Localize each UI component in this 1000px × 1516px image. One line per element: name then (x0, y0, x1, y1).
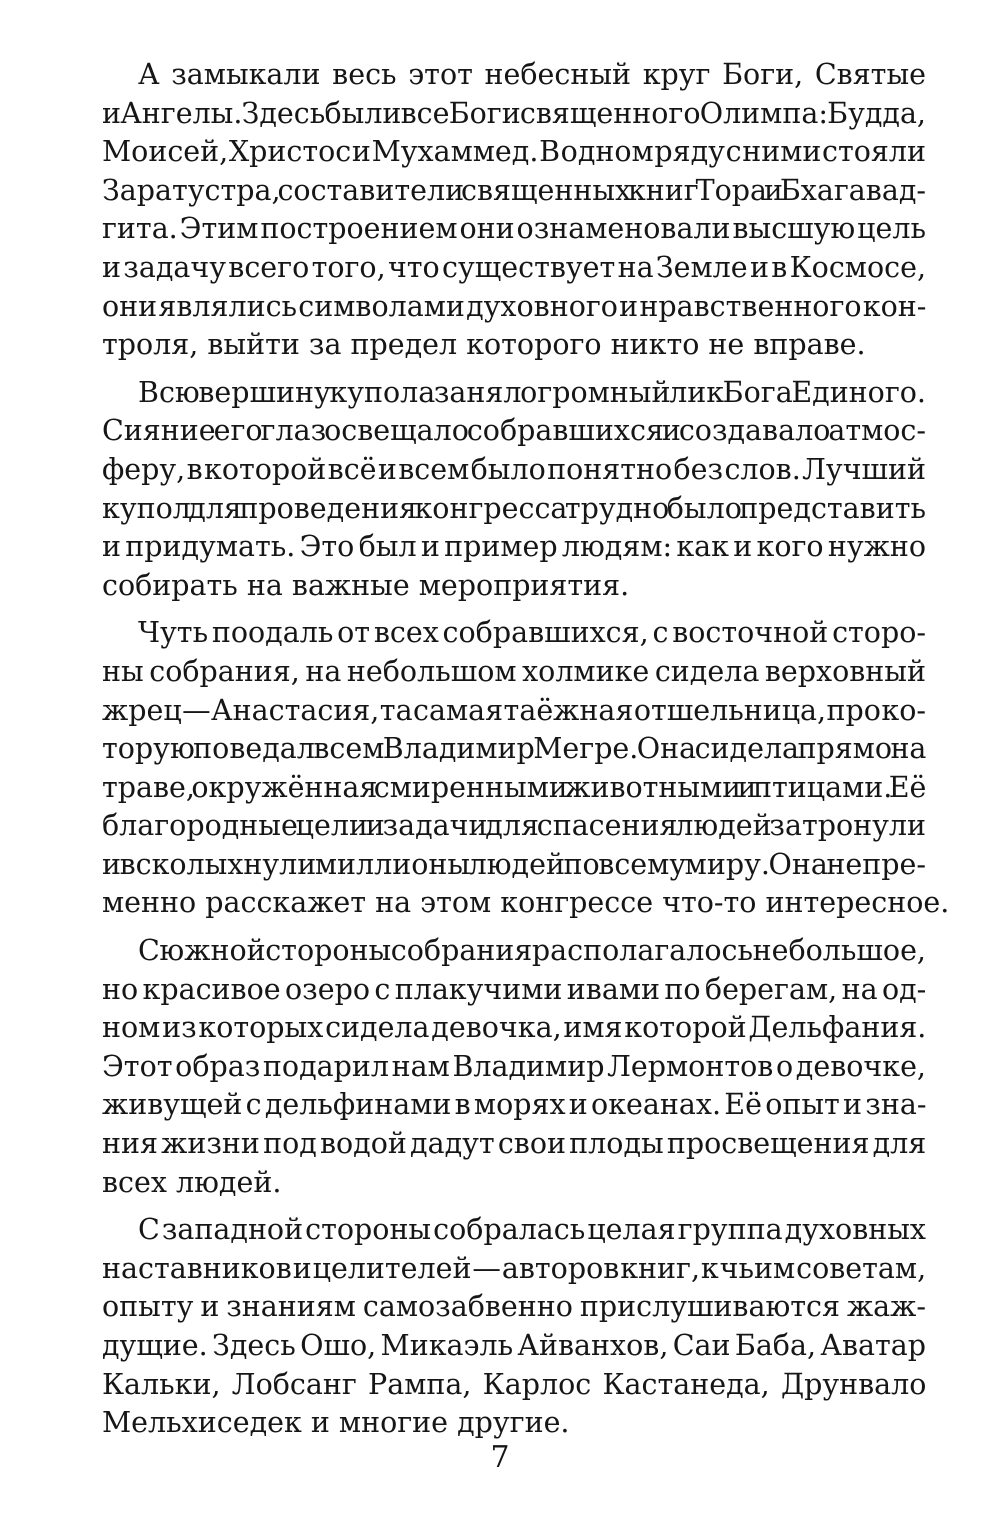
paragraph-4 (66, 932, 926, 1202)
text-line: Кальки, Лобсанг Рампа, Карлос Кастанеда, Друнвало (102, 1367, 927, 1401)
text-line: живущей с дельфинами в морях и океанах. Её опыт и зна- (102, 1088, 927, 1122)
text-line: и придумать. Это был и пример людям: как и кого нужно (102, 530, 926, 564)
page-number: 7 (490, 1440, 510, 1475)
text-line: ны собрания, на небольшом холмике сидела верховный (102, 654, 926, 688)
page-body (66, 56, 950, 1452)
text-line: и всколыхнули миллионы людей по всему миру. Она непре- (102, 847, 926, 881)
paragraph-3 (66, 614, 950, 923)
text-line: Моисей, Христос и Мухаммед. В одном ряду с ними стояли (102, 135, 926, 169)
text-line: Заратустра, составители священных книг Тора и Бхагавад- (102, 173, 926, 207)
text-line: всех людей. (102, 1165, 282, 1199)
text-line: купол для проведения конгресса трудно было представить (102, 491, 926, 525)
text-line: дущие. Здесь Ошо, Микаэль Айванхов, Саи Баба, Аватар (102, 1329, 926, 1362)
paragraph-5 (66, 1211, 926, 1443)
text-line: они являлись символами духовного и нравственного кон- (102, 289, 927, 323)
text-line: и Ангелы. Здесь были все Боги священного Олимпа: Будда, (102, 96, 926, 130)
text-line: троля, выйти за предел которого никто не вправе. (102, 328, 866, 362)
text-line: траве, окружённая смиренными животными и птицами. Её (102, 770, 927, 804)
text-line: Чуть поодаль от всех собравшихся, с восточной сторо- (138, 616, 926, 650)
text-line: и задачу всего того, что существует на Земле и в Космосе, (102, 250, 926, 284)
text-line: наставников и целителей — авторов книг, к чьим советам, (102, 1251, 927, 1285)
text-line: жрец — Анастасия, та самая таёжная отшельница, про ко- (102, 693, 926, 727)
paragraph-1 (66, 56, 926, 365)
text-line: собирать на важные мероприятия. (102, 568, 630, 602)
text-line: менно расскажет на этом конгрессе что-то интересное. (102, 886, 950, 920)
text-line: Всю вершину купола занял огромный лик Бога Единого. (138, 375, 926, 409)
text-line: торую поведал всем Владимир Мегре. Она сидела прямо на (102, 732, 927, 766)
text-line: благородные цели и задачи для спасения людей затронули (102, 809, 926, 843)
text-line: Этот образ подарил нам Владимир Лермонтов о девочке, (102, 1049, 926, 1083)
text-line: опыту и знаниям самозабвенно прислушиваются жаж- (102, 1290, 926, 1324)
text-line: С западной стороны собралась целая группа духовных (138, 1213, 926, 1247)
text-line: А замыкали весь этот небесный круг Боги, Святые (138, 58, 926, 91)
text-line: Мельхиседек и многие другие. (102, 1406, 570, 1440)
paragraph-2 (66, 374, 926, 606)
text-line: гита. Этим построением они ознаменовали высшую цель (102, 212, 926, 246)
text-line: но красивое озеро с плакучими ивами по берегам, на од- (102, 972, 927, 1006)
text-line: ном из которых сидела девочка, имя которой Дельфания. (102, 1011, 927, 1045)
text-line: феру, в которой всё и всем было понятно без слов. Лучший (102, 452, 927, 486)
text-line: ния жизни под водой дадут свои плоды просвещения для (102, 1127, 927, 1161)
text-line: С южной стороны собрания располагалось небольшое, (138, 934, 926, 968)
text-line: Сияние его глаз освещало собравшихся и создавало атмос- (102, 414, 926, 448)
